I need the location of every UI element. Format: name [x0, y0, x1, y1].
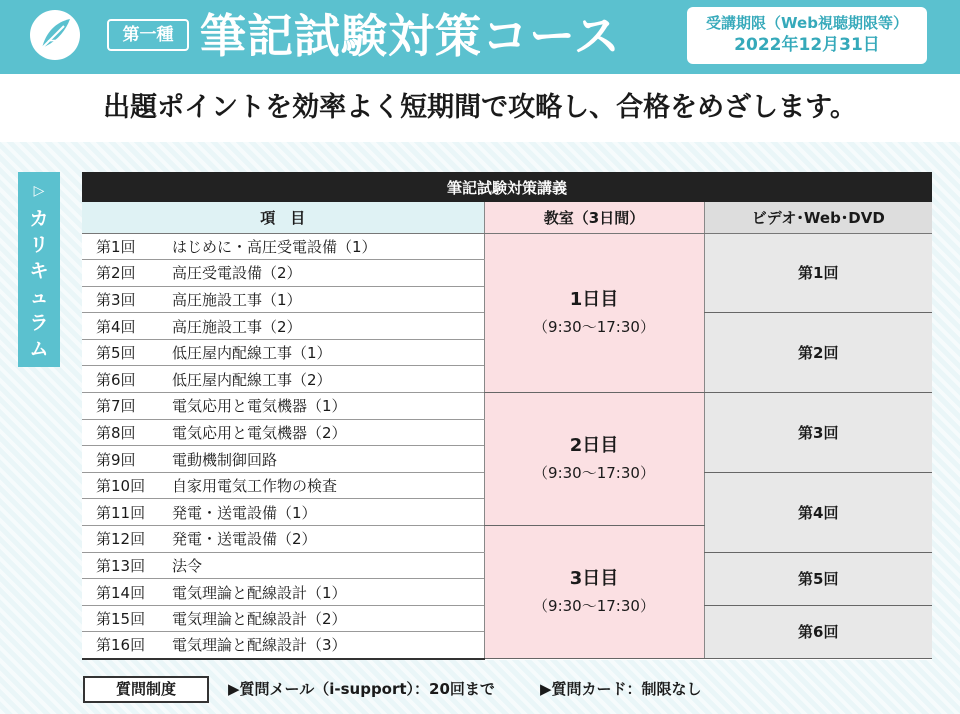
day-2-cell — [484, 393, 704, 526]
video-session-5: 第5回 — [704, 552, 932, 605]
curriculum-side-tab — [18, 172, 60, 367]
session-topic: 電気理論と配線設計（3） — [172, 636, 347, 655]
video-session-2: 第2回 — [704, 313, 932, 393]
session-number: 第6回 — [96, 370, 136, 389]
session-topic: 発電・送電設備（2） — [172, 530, 317, 549]
session-topic: 電気理論と配線設計（1） — [172, 583, 347, 602]
logo — [30, 10, 80, 60]
session-topic: 高圧受電設備（2） — [172, 264, 302, 283]
session-number: 第10回 — [96, 477, 146, 496]
curriculum-table — [82, 172, 932, 660]
session-number: 第4回 — [96, 317, 136, 336]
session-number: 第11回 — [96, 503, 146, 522]
feather-logo-icon — [30, 10, 80, 60]
grade-badge: 第一種 — [107, 19, 189, 51]
video-session-6: 第6回 — [704, 605, 932, 658]
course-title: 筆記試験対策コース — [200, 9, 621, 63]
session-number: 第7回 — [96, 397, 136, 416]
access-period-date: 2022年12月31日 — [734, 35, 880, 55]
day-title: 2日目 — [569, 435, 619, 457]
tagline: 出題ポイントを効率よく短期間で攻略し、合格をめざします。 — [103, 92, 857, 123]
video-session-1: 第1回 — [704, 233, 932, 313]
session-topic: 低圧屋内配線工事（2） — [172, 370, 332, 389]
day-3-cell — [484, 526, 704, 659]
table-title: 筆記試験対策講義 — [82, 172, 932, 202]
session-number: 第3回 — [96, 290, 136, 309]
video-session-3: 第3回 — [704, 393, 932, 473]
session-number: 第14回 — [96, 583, 146, 602]
session-number: 第12回 — [96, 530, 146, 549]
session-number: 第16回 — [96, 636, 146, 655]
session-topic: 高圧施設工事（2） — [172, 317, 302, 336]
session-topic: 低圧屋内配線工事（1） — [172, 344, 332, 363]
session-topic: 電動機制御回路 — [172, 450, 278, 469]
question-system-label: 質問制度 — [83, 676, 209, 703]
session-topic: 電気理論と配線設計（2） — [172, 610, 347, 629]
triangle-arrow-icon: ▷ — [33, 183, 45, 199]
session-number: 第9回 — [96, 450, 136, 469]
day-time: （9:30〜17:30） — [533, 597, 655, 616]
video-session-4: 第4回 — [704, 472, 932, 552]
session-number: 第1回 — [96, 237, 136, 256]
session-topic: 法令 — [172, 556, 203, 575]
session-topic: 電気応用と電気機器（1） — [172, 397, 347, 416]
day-1-cell — [484, 233, 704, 393]
session-number: 第15回 — [96, 610, 146, 629]
day-title: 1日目 — [569, 288, 619, 310]
session-topic: 自家用電気工作物の検査 — [172, 477, 338, 496]
access-period-box — [687, 7, 927, 64]
session-number: 第2回 — [96, 264, 136, 283]
column-header-video: ビデオ･Web･DVD — [704, 202, 932, 233]
day-title: 3日目 — [569, 568, 619, 590]
column-header-classroom: 教室（3日間） — [484, 202, 704, 233]
session-number: 第5回 — [96, 344, 136, 363]
header-banner — [0, 0, 960, 74]
question-email-note: ▶質問メール（i-support）：20回まで — [228, 680, 495, 698]
day-time: （9:30〜17:30） — [533, 317, 655, 336]
session-topic: 電気応用と電気機器（2） — [172, 423, 347, 442]
table-row — [82, 233, 932, 260]
column-header-items: 項 目 — [82, 202, 484, 233]
table-row — [82, 393, 932, 420]
session-topic: 高圧施設工事（1） — [172, 290, 302, 309]
session-number: 第8回 — [96, 423, 136, 442]
session-topic: 発電・送電設備（1） — [172, 503, 317, 522]
curriculum-label: カリキュラム — [29, 208, 49, 360]
day-time: （9:30〜17:30） — [533, 464, 655, 483]
session-number: 第13回 — [96, 556, 146, 575]
session-topic: はじめに・高圧受電設備（1） — [172, 237, 377, 256]
access-period-label: 受講期限（Web視聴期限等） — [706, 14, 908, 32]
question-card-note: ▶質問カード：制限なし — [540, 680, 702, 698]
